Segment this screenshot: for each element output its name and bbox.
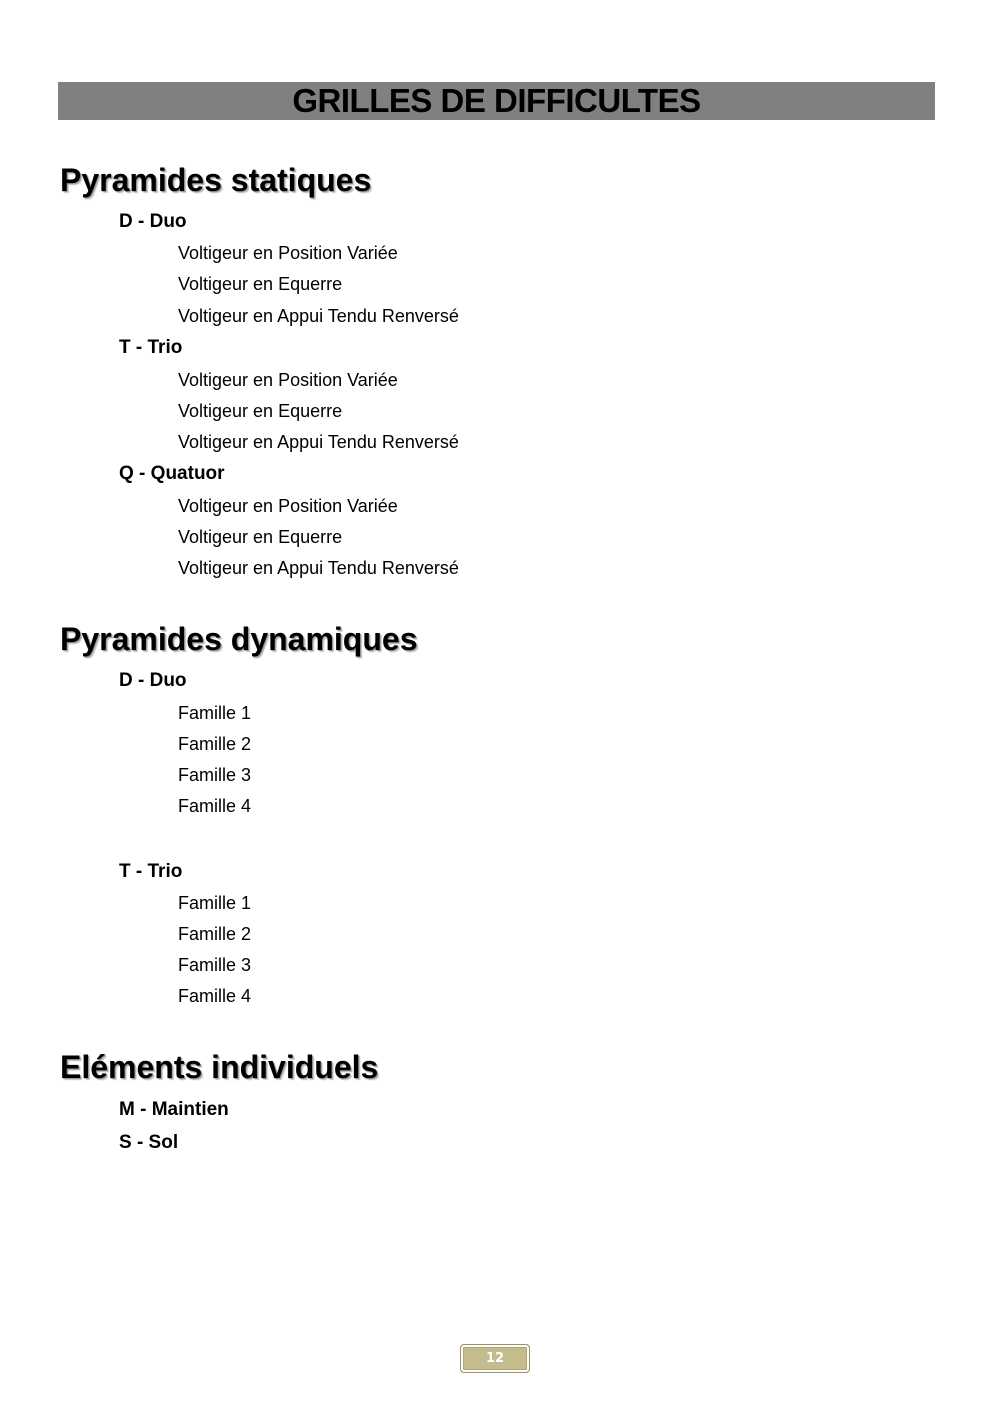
document-title: GRILLES DE DIFFICULTES xyxy=(292,82,701,119)
group-label-sol: S - Sol xyxy=(119,1132,179,1153)
list-item: Voltigeur en Equerre xyxy=(178,274,343,294)
list-item: Voltigeur en Position Variée xyxy=(178,496,398,516)
list-item: Voltigeur en Appui Tendu Renversé xyxy=(178,558,459,578)
list-item: Famille 3 xyxy=(178,955,252,975)
list-item: Famille 2 xyxy=(178,924,252,944)
list-item: Voltigeur en Appui Tendu Renversé xyxy=(178,306,459,326)
group-label-maintien: M - Maintien xyxy=(119,1099,229,1120)
list-item: Famille 1 xyxy=(178,703,252,723)
list-item: Famille 4 xyxy=(178,986,252,1006)
list-item: Voltigeur en Position Variée xyxy=(178,370,398,390)
list-item: Famille 1 xyxy=(178,893,252,913)
list-item: Voltigeur en Appui Tendu Renversé xyxy=(178,432,459,452)
group-label-trio: T - Trio xyxy=(119,861,183,882)
section-heading-elements-individuels: Eléments individuels xyxy=(60,1049,379,1085)
group-label-trio: T - Trio xyxy=(119,337,183,358)
group-label-duo: D - Duo xyxy=(119,670,187,691)
page-number: 12 xyxy=(485,1351,505,1366)
list-item: Famille 4 xyxy=(178,796,252,816)
group-label-quatuor: Q - Quatuor xyxy=(119,463,225,484)
group-label-duo: D - Duo xyxy=(119,211,187,232)
document-title-bar xyxy=(58,82,935,120)
page-number-badge xyxy=(460,1344,530,1373)
list-item: Voltigeur en Equerre xyxy=(178,401,343,421)
list-item: Voltigeur en Position Variée xyxy=(178,243,398,263)
section-heading-pyramides-dynamiques: Pyramides dynamiques xyxy=(60,621,418,657)
list-item: Famille 2 xyxy=(178,734,252,754)
section-heading-pyramides-statiques: Pyramides statiques xyxy=(60,162,372,198)
list-item: Voltigeur en Equerre xyxy=(178,527,343,547)
list-item: Famille 3 xyxy=(178,765,252,785)
